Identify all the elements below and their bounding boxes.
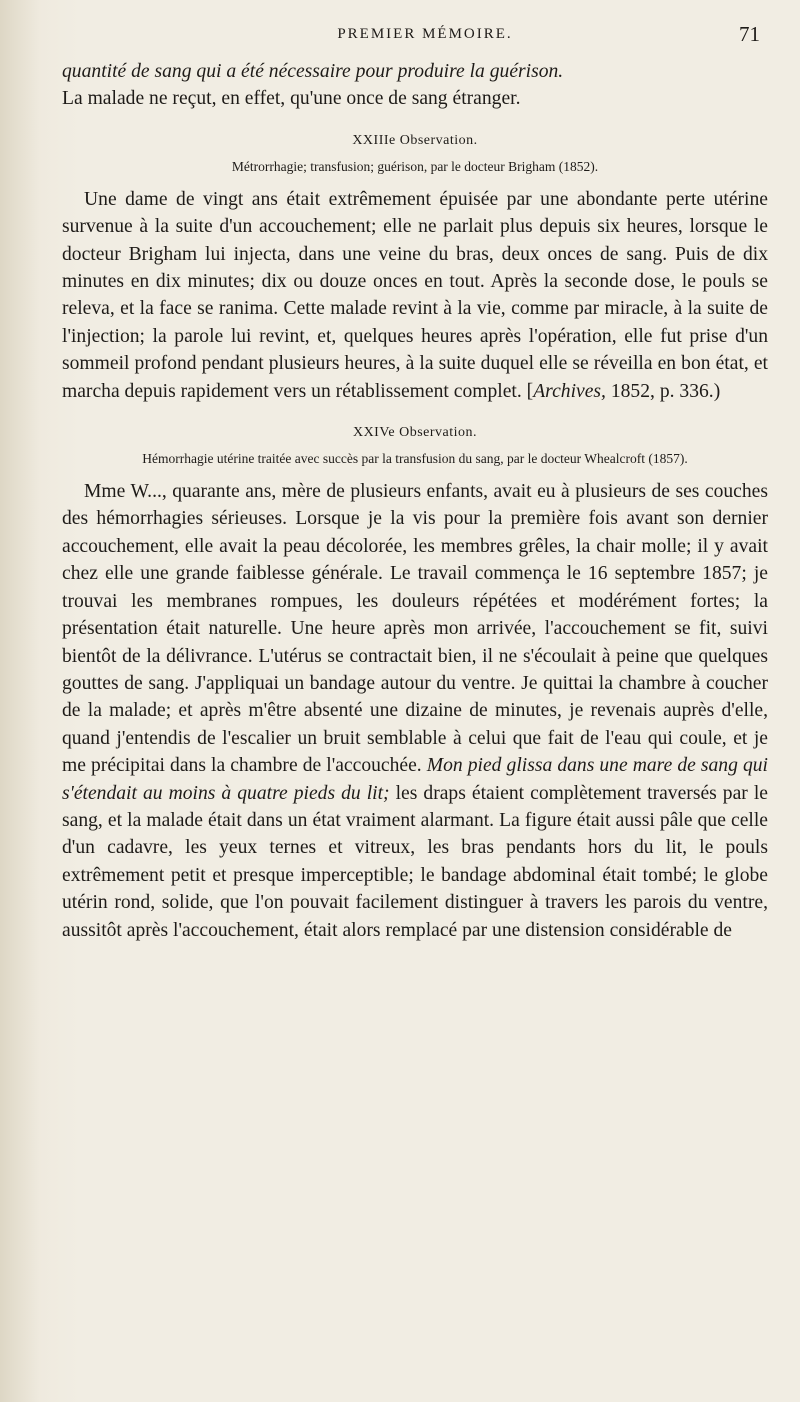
observation-23-ref-rest: 1852, p. 336.) bbox=[605, 380, 721, 402]
observation-24-text-2: les draps étaient complètement traversés par le sang, et la malade était dans un état vraiment alarmant. La figure était aussi pâle que celle d'un cadavre, les yeux ternes et vitreux, les bras pendants hors du lit, le pouls extrêmement petit et presque imperceptible; le bandage abdominal était tombé; le globe utérin rond, solide, que l'on pouvait facilement distinguer à travers les parois du ventre, aussitôt après l'accouchement, était alors remplacé par une distension considérable de bbox=[62, 782, 768, 941]
observation-23-subtitle: Métrorrhagie; transfusion; guérison, par le docteur Brigham (1852). bbox=[231, 158, 599, 174]
page-number: 71 bbox=[739, 22, 760, 46]
observation-23-text: Une dame de vingt ans était extrêmement épuisée par une abondante perte utérine survenue à la suite d'un accouchement; elle ne parlait plus depuis six heures, lorsque le docteur Brigham lui injecta, dans une veine du bras, deux onces de sang. Puis de dix minutes en dix minutes; dix ou douze onces en tout. Après la seconde dose, le pouls se releva, et la face se ranima. Cette malade revint à la vie, comme par miracle, à la suite de l'injection; la parole lui revint, et, quelques heures après l'opération, elle fut prise d'un sommeil profond pendant plusieurs heures, à la suite duquel elle se réveilla en bon état, et marcha depuis rapidement vers un rétablissement complet. bbox=[62, 188, 768, 402]
observation-23-ref-source: Archives, bbox=[533, 380, 606, 402]
observation-24-italic-text: Mon pied glissa dans une mare de sang qui s'étendait au moins à quatre pieds du lit; bbox=[62, 755, 768, 804]
observation-24-subtitle: Hémorrhagie utérine traitée avec succès par la transfusion du sang, par le docteur Whealcroft (1857). bbox=[142, 451, 688, 467]
text-block bbox=[62, 58, 768, 944]
observation-24-body bbox=[62, 478, 768, 944]
running-title: PREMIER MÉMOIRE. bbox=[337, 26, 513, 42]
observation-23-ref-open: [ bbox=[521, 380, 534, 402]
intro-line: La malade ne reçut, en effet, qu'une once de sang étranger. bbox=[62, 88, 521, 110]
observation-23-body bbox=[62, 186, 768, 405]
intro-paragraph bbox=[62, 58, 768, 113]
running-head bbox=[90, 22, 760, 50]
intro-italic-line: quantité de sang qui a été nécessaire pour produire la guérison. bbox=[62, 61, 564, 82]
observation-23-title: XXIIIe Observation. bbox=[352, 132, 478, 148]
observation-24-title: XXIVe Observation. bbox=[352, 425, 478, 441]
observation-24-text-1: Mme W..., quarante ans, mère de plusieurs enfants, avait eu à plusieurs de ses couches des hémorrhagies sérieuses. Lorsque je la vis pour la première fois avant son dernier accouchement, elle avait la peau décolorée, les membres grêles, la chair molle; il y avait chez elle une grande faiblesse générale. Le travail commença le 16 septembre 1857; je trouvai les membranes rompues, les douleurs répétées et modérément fortes; la présentation était naturelle. Une heure après mon arrivée, l'accouchement se fit, suivi bientôt de la délivrance. L'utérus se contractait bien, il ne s'écoulait à peine que quelques gouttes de sang. J'appliquai un bandage autour du ventre. Je quittai la chambre à coucher de la malade; et après m'être absenté une dizaine de minutes, je revenais auprès d'elle, quand j'entendis de l'escalier un bruit semblable à celui que fait de l'eau qui coule, et je me précipitai dans la chambre de l'accouchée. bbox=[62, 481, 768, 777]
